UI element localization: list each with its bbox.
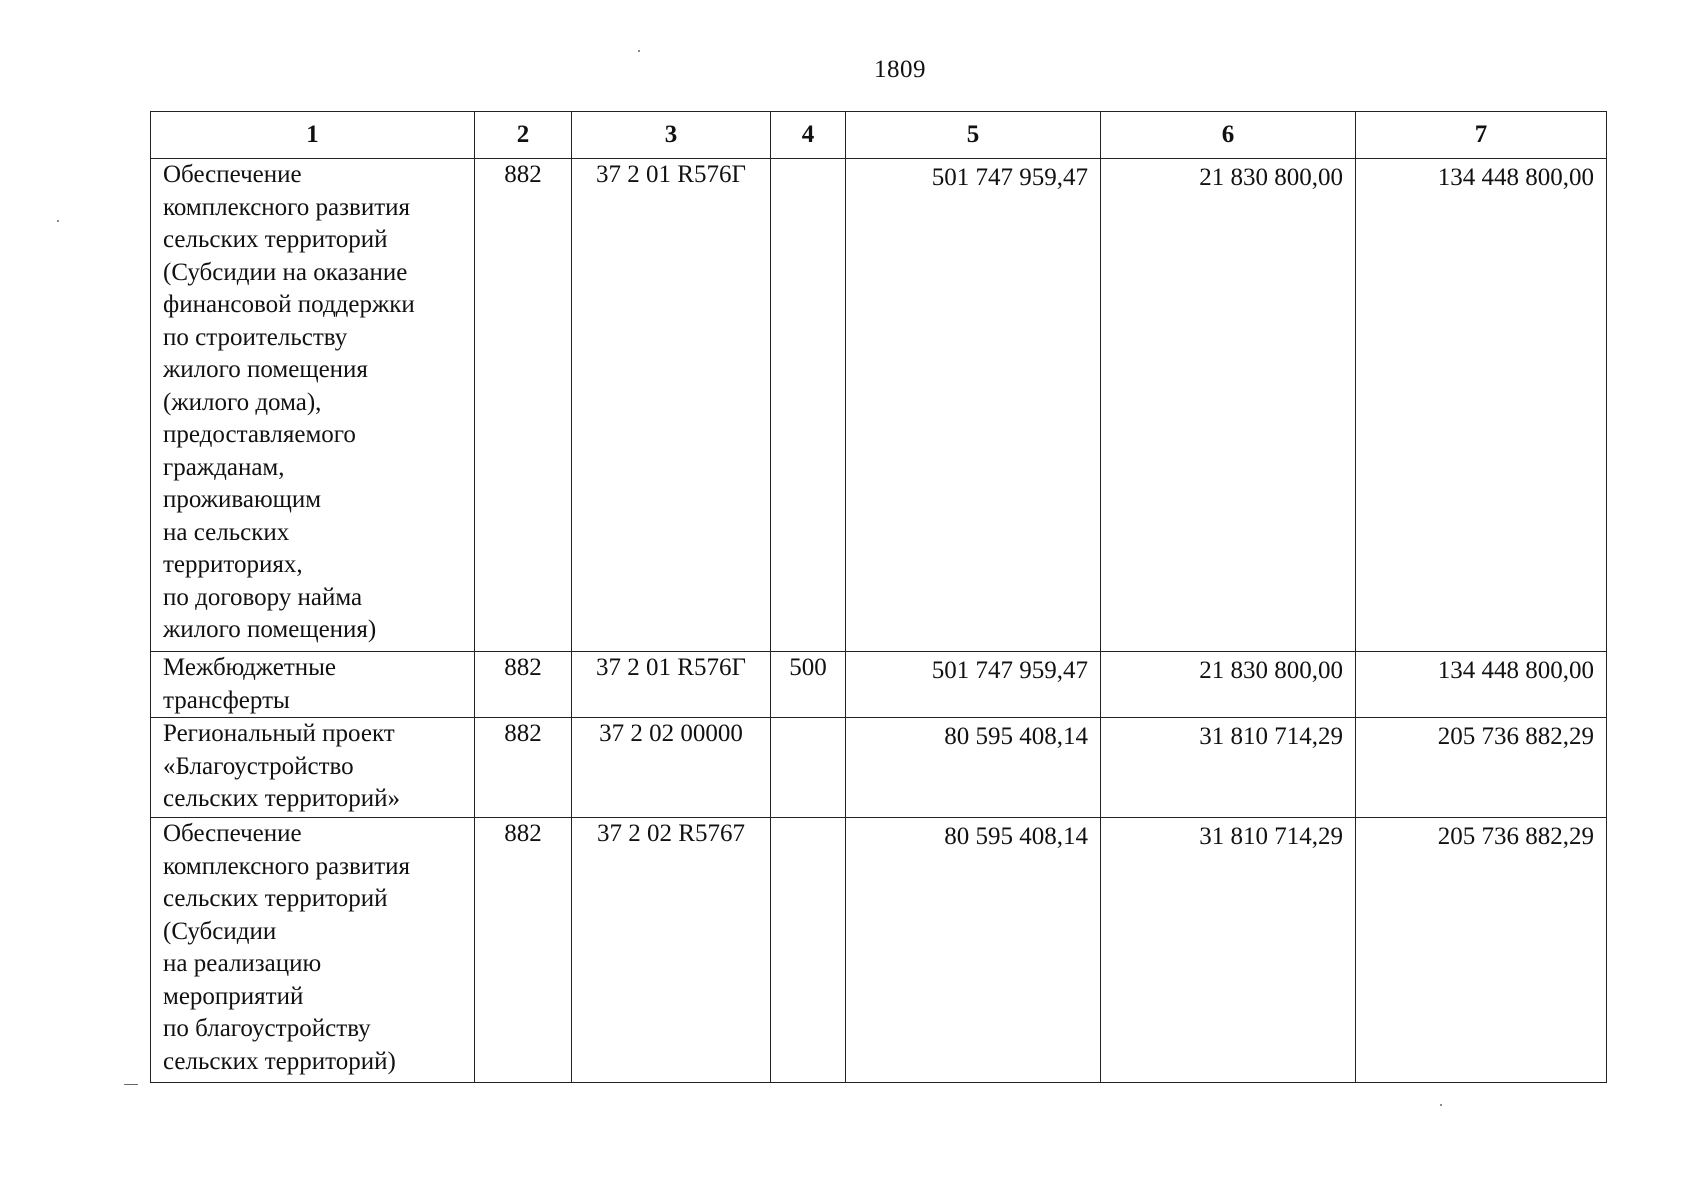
row-amount-col5: 501 747 959,47 <box>846 652 1101 718</box>
header-col-6: 6 <box>1101 112 1356 159</box>
table-row <box>151 718 1607 818</box>
header-col-2: 2 <box>475 112 572 159</box>
row-amount-col7: 205 736 882,29 <box>1356 718 1607 818</box>
row-amount-col6: 21 830 800,00 <box>1101 652 1356 718</box>
table-row <box>151 652 1607 718</box>
row-ministry-code: 882 <box>475 718 572 818</box>
table-row <box>151 159 1607 652</box>
header-col-4: 4 <box>771 112 846 159</box>
row-amount-col5: 80 595 408,14 <box>846 718 1101 818</box>
row-expense-type <box>771 818 846 1083</box>
row-name: Обеспечение комплексного развития сельских территорий (Субсидии на реализацию мероприятий по благоустройству сельских территорий) <box>151 818 475 1083</box>
row-target-code: 37 2 01 R576Г <box>572 159 771 652</box>
scan-speck <box>1440 1104 1442 1106</box>
row-amount-col6: 21 830 800,00 <box>1101 159 1356 652</box>
row-name: Региональный проект «Благоустройство сельских территорий» <box>151 718 475 818</box>
row-amount-col5: 501 747 959,47 <box>846 159 1101 652</box>
row-expense-type: 500 <box>771 652 846 718</box>
header-col-5: 5 <box>846 112 1101 159</box>
row-amount-col7: 134 448 800,00 <box>1356 652 1607 718</box>
row-amount-col7: 134 448 800,00 <box>1356 159 1607 652</box>
scan-speck <box>57 220 59 222</box>
row-expense-type <box>771 159 846 652</box>
header-col-3: 3 <box>572 112 771 159</box>
row-amount-col6: 31 810 714,29 <box>1101 818 1356 1083</box>
table-row <box>151 818 1607 1083</box>
scan-speck <box>124 1084 138 1085</box>
row-ministry-code: 882 <box>475 159 572 652</box>
header-col-7: 7 <box>1356 112 1607 159</box>
row-target-code: 37 2 01 R576Г <box>572 652 771 718</box>
row-ministry-code: 882 <box>475 652 572 718</box>
scan-speck <box>638 50 640 52</box>
row-name: Межбюджетные трансферты <box>151 652 475 718</box>
header-row <box>151 112 1607 159</box>
row-target-code: 37 2 02 R5767 <box>572 818 771 1083</box>
header-col-1: 1 <box>151 112 475 159</box>
row-name: Обеспечение комплексного развития сельских территорий (Субсидии на оказание финансовой поддержки по строительству жилого помещения (жилого дома), предоставляемого гражданам, проживающим на сельских территориях, по договору найма жилого помещения) <box>151 159 475 652</box>
page-number: 1809 <box>874 56 926 83</box>
row-target-code: 37 2 02 00000 <box>572 718 771 818</box>
row-amount-col7: 205 736 882,29 <box>1356 818 1607 1083</box>
row-amount-col6: 31 810 714,29 <box>1101 718 1356 818</box>
row-amount-col5: 80 595 408,14 <box>846 818 1101 1083</box>
budget-table <box>150 111 1607 1083</box>
row-ministry-code: 882 <box>475 818 572 1083</box>
row-expense-type <box>771 718 846 818</box>
